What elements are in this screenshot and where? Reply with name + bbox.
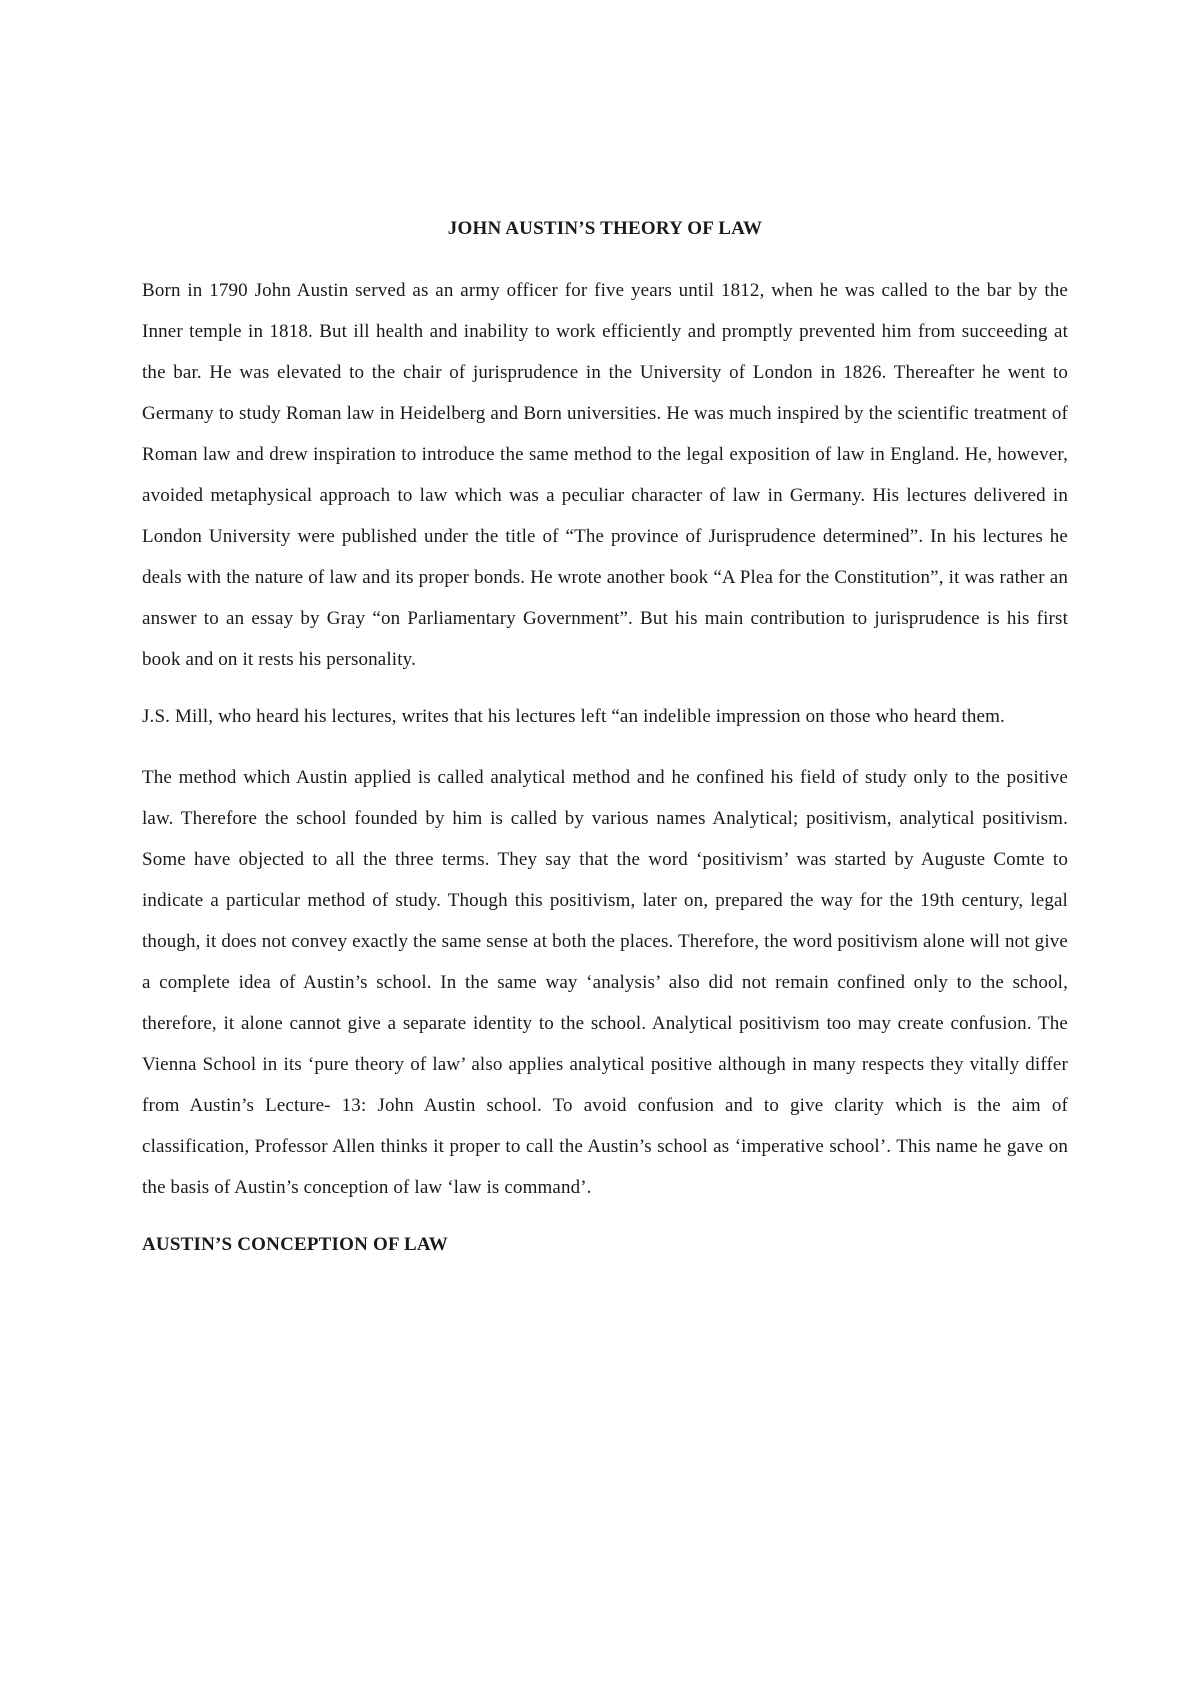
paragraph-analytical-method: The method which Austin applied is called analytical method and he confined his field of study only to the positive law. Therefore the school founded by him is called by various names Analytical; positivism, analytical positivism. Some have objected to all the three terms. They say that the word ‘positivism’ was started by Auguste Comte to indicate a particular method of study. Though this positivism, later on, prepared the way for the 19th century, legal though, it does not convey exactly the same sense at both the places. Therefore, the word positivism alone will not give a complete idea of Austin’s school. In the same way ‘analysis’ also did not remain confined only to the school, therefore, it alone cannot give a separate identity to the school. Analytical positivism too may create confusion. The Vienna School in its ‘pure theory of law’ also applies analytical positive although in many respects they vitally differ from Austin’s Lecture- 13: John Austin school. To avoid confusion and to give clarity which is the aim of classification, Professor Allen thinks it proper to call the Austin’s school as ‘imperative school’. This name he gave on the basis of Austin’s conception of law ‘law is command’. <box>142 767 1068 1198</box>
paragraph-biography: Born in 1790 John Austin served as an army officer for five years until 1812, when he was called to the bar by the Inner temple in 1818. But ill health and inability to work efficiently and promptly prevented him from succeeding at the bar. He was elevated to the chair of jurisprudence in the University of London in 1826. Thereafter he went to Germany to study Roman law in Heidelberg and Born universities. He was much inspired by the scientific treatment of Roman law and drew inspiration to introduce the same method to the legal exposition of law in England. He, however, avoided metaphysical approach to law which was a peculiar character of law in Germany. His lectures delivered in London University were published under the title of “The province of Jurisprudence determined”. In his lectures he deals with the nature of law and its proper bonds. He wrote another book “A Plea for the Constitution”, it was rather an answer to an essay by Gray “on Parliamentary Government”. But his main contribution to jurisprudence is his first book and on it rests his personality. <box>142 280 1068 670</box>
document-body <box>142 214 1068 1260</box>
document-title: JOHN AUSTIN’S THEORY OF LAW <box>447 218 763 239</box>
section-heading: AUSTIN’S CONCEPTION OF LAW <box>142 1234 448 1255</box>
paragraph-mill-quote: J.S. Mill, who heard his lectures, writes that his lectures left “an indelible impression on those who heard them. <box>142 706 1005 727</box>
